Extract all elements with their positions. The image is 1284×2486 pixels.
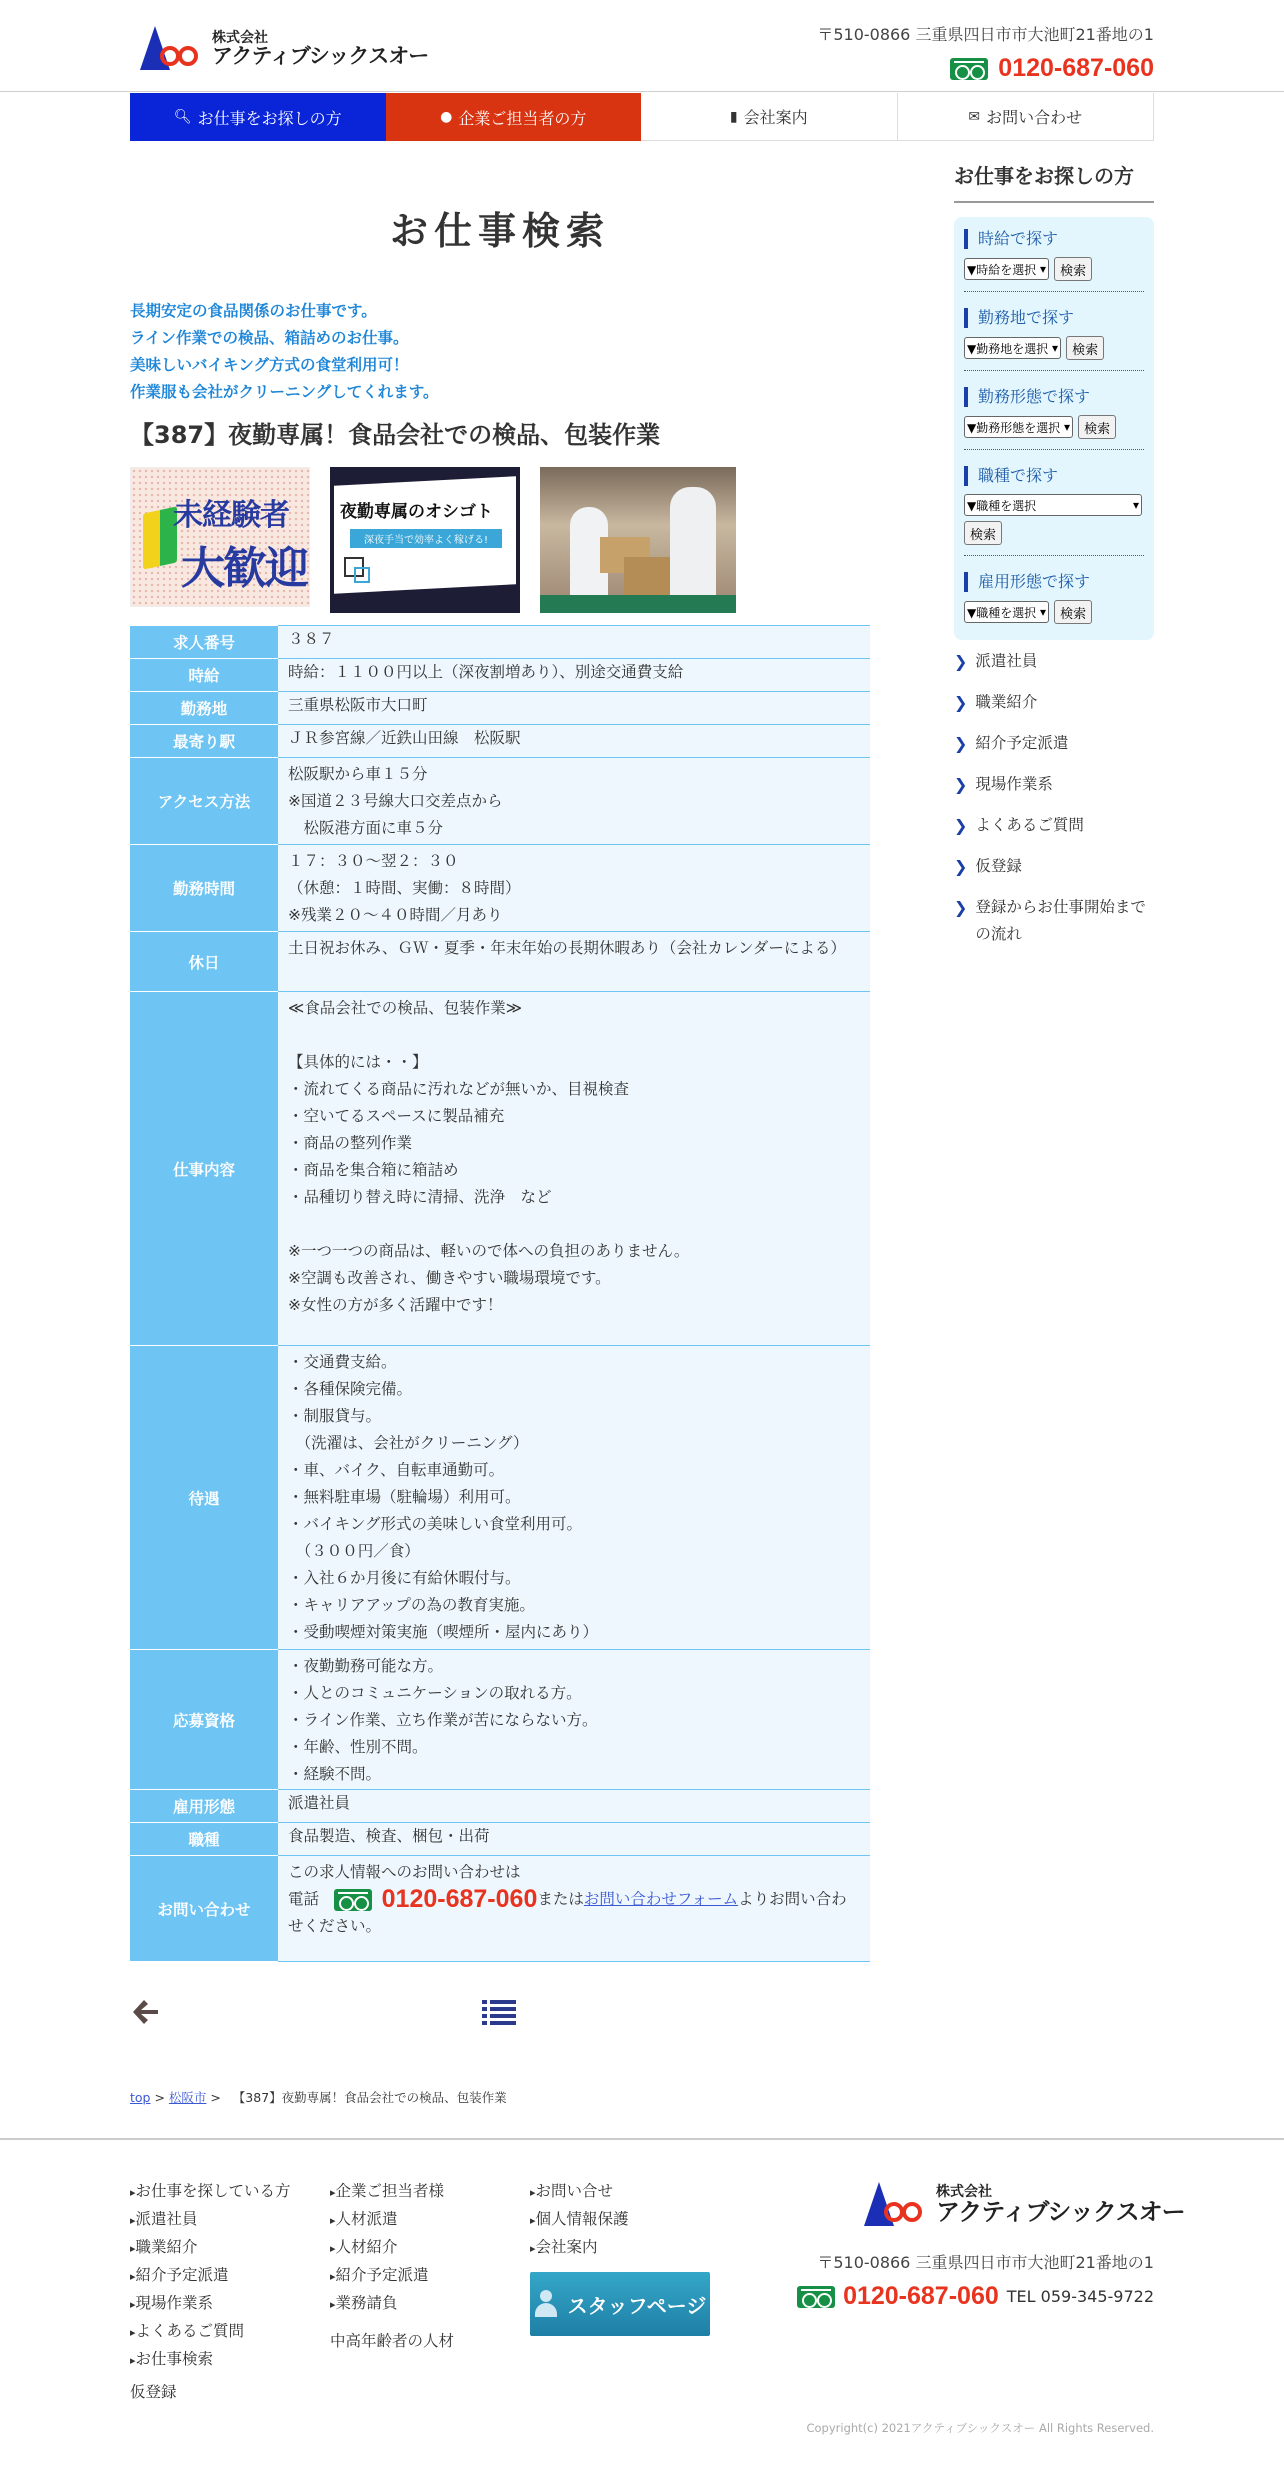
chevron-right-icon: ❯ [954, 693, 968, 712]
logo-company-small: 株式会社 [936, 2184, 992, 2201]
contact-line: この求人情報へのお問い合わせは [288, 1863, 521, 1881]
header-address: 〒510-0866 三重県四日市市大池町21番地の1 [817, 25, 1154, 44]
sidebar-link[interactable]: ❯ よくあるご質問 [954, 812, 1154, 839]
header-phone[interactable] [950, 54, 1154, 83]
contact-form-link[interactable]: お問い合わせフォーム [583, 1890, 739, 1908]
global-nav [130, 93, 1154, 141]
table-value: ＪＲ参宮線／近鉄山田線 松阪駅 [278, 725, 870, 758]
table-label: 勤務時間 [130, 845, 278, 932]
footer-link[interactable]: ▸ お仕事検索 [130, 2346, 291, 2374]
logo-company-small: 株式会社 [212, 29, 268, 46]
image-text: 未経験者 [173, 498, 289, 533]
beginner-welcome-image [130, 467, 310, 607]
table-value: 土日祝お休み、ＧＷ・夏季・年末年始の長期休暇あり（会社カレンダーによる） [278, 932, 870, 992]
chevron-right-icon: ❯ [954, 898, 968, 917]
contact-cell [278, 1856, 870, 1962]
footer-tel: TEL 059-345-9722 [1006, 2287, 1154, 2306]
intro-line: ライン作業での検品、箱詰めのお仕事。 [130, 329, 409, 347]
image-text: 大歓迎 [181, 543, 307, 594]
footer-link[interactable]: ▸ 職業紹介 [130, 2234, 291, 2262]
search-button[interactable]: 検索 [1066, 336, 1104, 360]
search-button[interactable]: 検索 [1054, 600, 1092, 624]
search-icon: 🔍︎ [173, 109, 192, 125]
user-icon: ● [440, 109, 453, 125]
site-header [0, 0, 1284, 92]
table-row [130, 1650, 870, 1790]
breadcrumb-current: 【387】夜勤専属！食品会社での検品、包装作業 [232, 2090, 507, 2105]
staff-page-button[interactable] [530, 2272, 710, 2336]
table-label: 時給 [130, 659, 278, 692]
job-images [130, 467, 870, 613]
intro-line: 長期安定の食品関係のお仕事です。 [130, 302, 377, 320]
nav-job-seekers[interactable] [130, 93, 386, 141]
chevron-right-icon: ❯ [954, 734, 968, 753]
main-content [130, 142, 870, 1962]
table-row [130, 1790, 870, 1823]
sidebar-search-panel [954, 217, 1154, 640]
freedial-icon [797, 2286, 835, 2308]
breadcrumb-sep: > [206, 2090, 225, 2105]
logo-mark-icon [862, 2180, 930, 2230]
footer-link[interactable]: ▸ 会社案内 [530, 2234, 629, 2262]
nav-label: お問い合わせ [986, 108, 1083, 127]
staff-button-label: スタッフページ [567, 2293, 707, 2318]
intro-text [130, 298, 870, 406]
footer-link[interactable]: ▸ よくあるご質問 [130, 2318, 291, 2346]
table-value: ・夜勤勤務可能な方。 ・人とのコミュニケーションの取れる方。 ・ライン作業、立ち作業が苦にならない方。 ・年齢、性別不問。 ・経験不問。 [278, 1650, 870, 1790]
footer-link-middle-aged[interactable]: 中高年齢者の人材 [330, 2332, 455, 2350]
footer-col-companies [330, 2178, 444, 2318]
breadcrumb-city-link[interactable]: 松阪市 [168, 2090, 207, 2105]
job-title: 【387】夜勤専属！食品会社での検品、包装作業 [130, 421, 661, 449]
footer-link[interactable]: ▸ 人材派遣 [330, 2206, 444, 2234]
table-value: 派遣社員 [278, 1790, 870, 1823]
nav-company-info[interactable] [641, 93, 898, 141]
table-value: ３８７ [278, 626, 870, 659]
logo-company-name: アクティブシックスオー [936, 2197, 1185, 2226]
breadcrumb-sep: > [150, 2090, 169, 2105]
intro-line: 美味しいバイキング方式の食堂利用可！ [130, 356, 409, 374]
table-label: 応募資格 [130, 1650, 278, 1790]
logo-company-name: アクティブシックスオー [212, 44, 429, 69]
breadcrumb [130, 2088, 507, 2106]
table-label: 休日 [130, 932, 278, 992]
chevron-right-icon: ❯ [954, 857, 968, 876]
sidebar [954, 142, 1154, 962]
sidebar-link[interactable]: ❯ 職業紹介 [954, 689, 1154, 716]
footer-col-info [530, 2178, 629, 2262]
header-phone-number: 0120-687-060 [998, 54, 1154, 82]
footer-link-preregister[interactable]: 仮登録 [130, 2383, 177, 2401]
search-block-job-type [964, 464, 1144, 556]
table-label: 勤務地 [130, 692, 278, 725]
chevron-right-icon: ❯ [954, 775, 968, 794]
nav-contact[interactable] [898, 93, 1155, 141]
table-label: アクセス方法 [130, 758, 278, 845]
factory-work-photo [540, 467, 736, 613]
table-label: 職種 [130, 1823, 278, 1856]
list-icon[interactable] [482, 1997, 516, 2031]
search-block-employment [964, 570, 1144, 634]
footer-link[interactable]: ▸ お問い合せ [530, 2178, 629, 2206]
job-type-select[interactable]: ▼職種を選択 ▾ [964, 494, 1142, 516]
table-row [130, 992, 870, 1346]
footer-link[interactable]: ▸ 個人情報保護 [530, 2206, 629, 2234]
table-row [130, 659, 870, 692]
table-row [130, 692, 870, 725]
search-heading: 雇用形態で探す [964, 572, 1144, 592]
nav-label: お仕事をお探しの方 [197, 108, 342, 128]
table-value: 時給：１１００円以上（深夜割増あり）、別途交通費支給 [278, 659, 870, 692]
freedial-icon [334, 1889, 372, 1911]
logo-mark-icon [138, 24, 206, 74]
footer-link[interactable]: ▸ 企業ご担当者様 [330, 2178, 444, 2206]
sidebar-link[interactable]: ❯ 現場作業系 [954, 771, 1154, 798]
search-heading: 勤務地で探す [964, 308, 1144, 328]
table-row [130, 626, 870, 659]
night-shift-image [330, 467, 520, 613]
search-block-wage [964, 227, 1144, 292]
footer-link[interactable]: ▸ 派遣社員 [130, 2206, 291, 2234]
footer-address: 〒510-0866 三重県四日市市大池町21番地の1 [817, 2253, 1154, 2272]
footer-link[interactable]: ▸ 現場作業系 [130, 2290, 291, 2318]
footer-link[interactable]: ▸ 人材紹介 [330, 2234, 444, 2262]
contact-phone-number[interactable]: 0120-687-060 [381, 1885, 538, 1913]
employment-select[interactable]: ▼職種を選択 ▾ [964, 601, 1049, 623]
search-heading: 時給で探す [964, 229, 1144, 249]
table-value: 食品製造、検査、梱包・出荷 [278, 1823, 870, 1856]
table-label: 待遇 [130, 1346, 278, 1650]
table-row [130, 1856, 870, 1962]
table-value: 松阪駅から車１５分 ※国道２３号線大口交差点から 松阪港方面に車５分 [278, 758, 870, 845]
image-text: 夜勤専属のオシゴト [340, 502, 493, 522]
footer-link[interactable]: ▸ 紹介予定派遣 [330, 2262, 444, 2290]
table-value: １７：３０～翌２：３０ （休憩：１時間、実働：８時間） ※残業２０～４０時間／月あり [278, 845, 870, 932]
search-block-work-style [964, 385, 1144, 450]
wage-select[interactable]: ▼時給を選択 ▾ [964, 258, 1049, 280]
table-row [130, 725, 870, 758]
table-label: 最寄り駅 [130, 725, 278, 758]
footer-phone-number: 0120-687-060 [843, 2282, 999, 2310]
table-value: ≪食品会社での検品、包装作業≫ 【具体的には・・】 ・流れてくる商品に汚れなどが無いか、目視検査 ・空いてるスペースに製品補充 ・商品の整列作業 ・商品を集合箱に箱詰め ・品種切り替え時に清掃、洗浄 など ※一つ一つの商品は、軽いので体への負担のありません。 ※空調も改善され、働きやすい職場環境です。 ※女性の方が多く活躍中です！ [278, 992, 870, 1346]
table-row [130, 1823, 870, 1856]
table-row [130, 845, 870, 932]
chevron-right-icon: ❯ [954, 652, 968, 671]
freedial-icon [950, 58, 988, 80]
table-row [130, 758, 870, 845]
beginner-mark-icon [143, 506, 177, 569]
page-title: お仕事検索 [389, 209, 610, 253]
search-button[interactable]: 検索 [1078, 415, 1116, 439]
footer-link[interactable]: ▸ 紹介予定派遣 [130, 2262, 291, 2290]
contact-tel-label: 電話 [288, 1890, 320, 1908]
contact-suffix: よりお問い合わせください。 [288, 1890, 847, 1935]
location-select[interactable]: ▼勤務地を選択 ▾ [964, 337, 1061, 359]
table-label: 仕事内容 [130, 992, 278, 1346]
job-details-table [130, 625, 870, 1962]
copyright: Copyright(c) 2021アクティブシックスオー All Rights Reserved. [806, 2421, 1154, 2435]
sidebar-link[interactable]: ❯ 登録からお仕事開始までの流れ [954, 894, 1154, 948]
back-arrow-icon[interactable] [130, 1997, 160, 2031]
nav-label: 企業ご担当者の方 [458, 108, 587, 128]
nav-label: 会社案内 [743, 108, 808, 127]
search-heading: 勤務形態で探す [964, 387, 1144, 407]
search-heading: 職種で探す [964, 466, 1144, 486]
building-icon: ▮ [729, 108, 738, 125]
table-label: 雇用形態 [130, 1790, 278, 1823]
sidebar-link[interactable]: ❯ 紹介予定派遣 [954, 730, 1154, 757]
envelope-icon: ✉ [968, 108, 981, 125]
work-style-select[interactable]: ▼勤務形態を選択 ▾ [964, 416, 1073, 438]
footer-company-logo[interactable] [862, 2180, 1185, 2230]
contact-or: または [537, 1890, 584, 1908]
nav-companies[interactable] [386, 93, 642, 141]
table-label: 求人番号 [130, 626, 278, 659]
company-logo[interactable] [138, 24, 428, 74]
image-text: 深夜手当で効率よく稼げる! [350, 529, 502, 548]
table-row [130, 1346, 870, 1650]
person-icon [534, 2290, 558, 2318]
chevron-right-icon: ❯ [954, 816, 968, 835]
table-label: お問い合わせ [130, 1856, 278, 1962]
footer-col-job-seekers [130, 2178, 291, 2374]
sidebar-link[interactable]: ❯ 仮登録 [954, 853, 1154, 880]
sidebar-title: お仕事をお探しの方 [954, 160, 1154, 203]
footer-link[interactable]: ▸ 業務請負 [330, 2290, 444, 2318]
sidebar-links [954, 648, 1154, 948]
pager [130, 1995, 870, 2035]
intro-line: 作業服も会社がクリーニングしてくれます。 [130, 383, 439, 401]
breadcrumb-top-link[interactable]: top [130, 2090, 151, 2105]
sidebar-link[interactable]: ❯ 派遣社員 [954, 648, 1154, 675]
search-button[interactable]: 検索 [964, 521, 1002, 545]
table-value: 三重県松阪市大口町 [278, 692, 870, 725]
table-row [130, 932, 870, 992]
table-value: ・交通費支給。 ・各種保険完備。 ・制服貸与。 （洗濯は、会社がクリーニング） ・車、バイク、自転車通勤可。 ・無料駐車場（駐輪場）利用可。 ・バイキング形式の美味しい食堂利用可。 （３００円／食） ・入社６か月後に有給休暇付与。 ・キャリアアップの為の教育実施。 ・受動喫煙対策実施（喫煙所・屋内にあり） [278, 1346, 870, 1650]
search-button[interactable]: 検索 [1054, 257, 1092, 281]
footer-link[interactable]: ▸ お仕事を探している方 [130, 2178, 291, 2206]
search-block-location [964, 306, 1144, 371]
footer-phone[interactable] [797, 2282, 1154, 2311]
